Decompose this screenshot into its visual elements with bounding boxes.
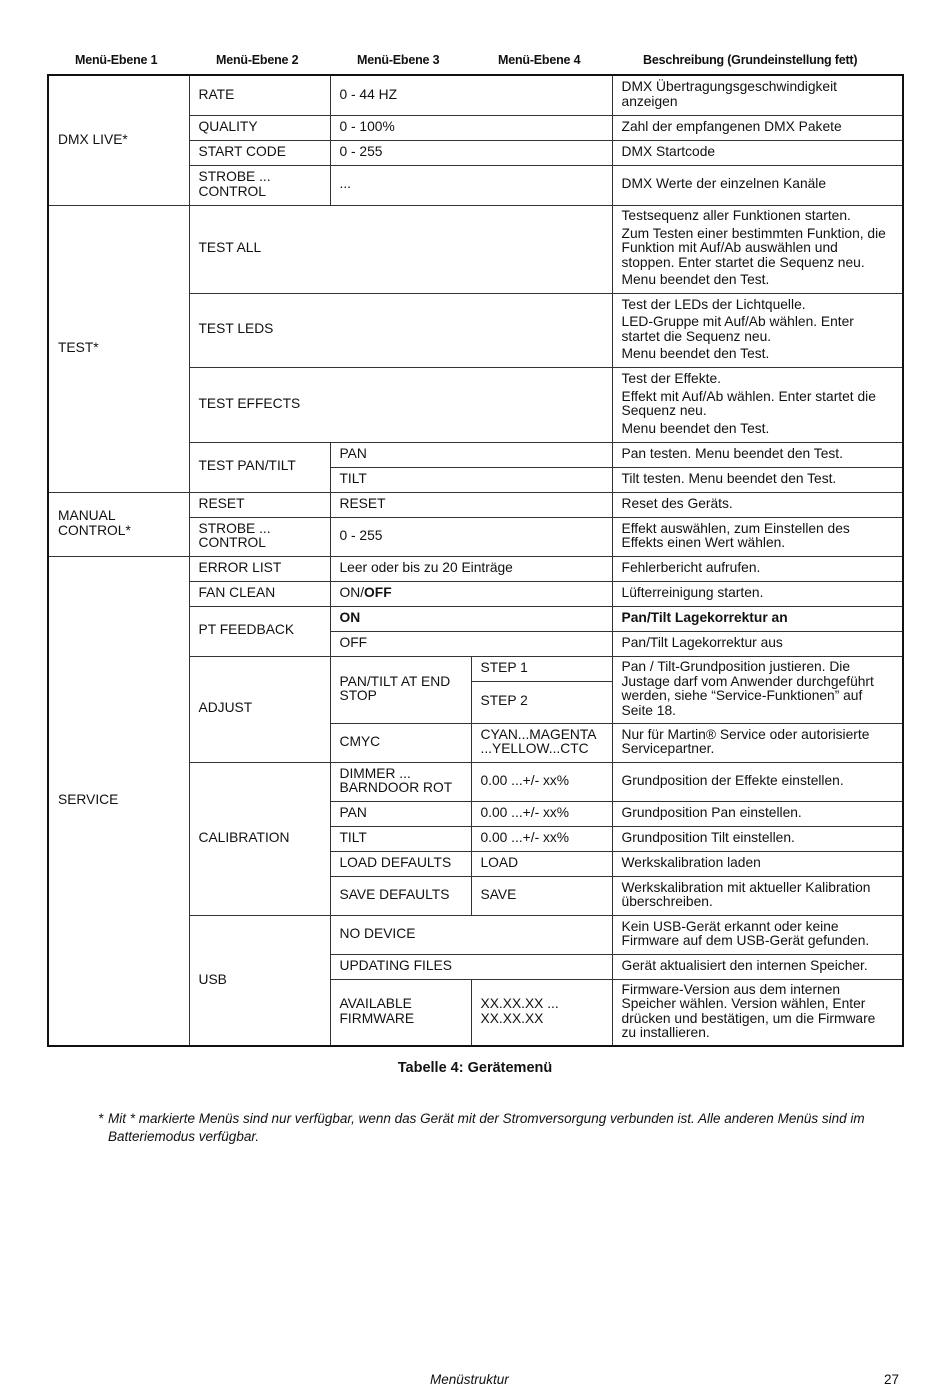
rate-description: DMX Übertragungsgeschwindigkeit anzeigen [612,75,903,115]
menu-table [47,74,904,1047]
description-line: Test der Effekte. [621,371,721,386]
column-header-level3: Menü-Ebene 3 [357,53,440,67]
start-code-description: DMX Startcode [612,140,903,165]
menu-test-effects: TEST EFFECTS [189,367,612,442]
table-row [48,205,903,293]
description-line: Testsequenz aller Funktionen starten. [621,208,851,224]
description-line: LED-Gruppe mit Auf/Ab wählen. Enter startet die Sequenz neu. [621,314,854,344]
menu-start-code: START CODE [189,140,330,165]
pt-feedback-off: OFF [330,631,612,656]
quality-value: 0 - 100% [330,115,612,140]
reset-description: Reset des Geräts. [612,492,903,517]
page-number: 27 [884,1372,900,1387]
rate-value: 0 - 44 HZ [330,75,612,115]
column-header-level1: Menü-Ebene 1 [75,53,158,67]
description-line: Menu beendet den Test. [621,346,770,361]
menu-calibration-pan: PAN [330,801,471,826]
menu-adjust: ADJUST [189,656,330,762]
footer-section: Menüstruktur [430,1372,509,1387]
menu-pt-feedback: PT FEEDBACK [189,606,330,656]
fan-clean-value [330,581,612,606]
strobe-value: ... [330,165,612,205]
menu-rate: RATE [189,75,330,115]
cmyc-value: CYAN...MAGENTA ...YELLOW...CTC [471,723,612,762]
available-firmware-value: XX.XX.XX ... XX.XX.XX [471,979,612,1046]
test-effects-description [612,367,903,442]
menu-save-defaults: SAVE DEFAULTS [330,876,471,915]
pt-feedback-on-description: Pan/Tilt Lagekorrektur an [612,606,903,631]
menu-test-tilt: TILT [330,467,612,492]
menu-reset: RESET [189,492,330,517]
reset-value: RESET [330,492,612,517]
table-row [48,556,903,581]
table-row [48,75,903,115]
menu-load-defaults: LOAD DEFAULTS [330,851,471,876]
menu-available-firmware: AVAILABLE FIRMWARE [330,979,471,1046]
menu-cmyc: CMYC [330,723,471,762]
menu-calibration: CALIBRATION [189,762,330,915]
save-description: Werkskalibration mit aktueller Kalibration überschreiben. [612,876,903,915]
menu-calibration-tilt: TILT [330,826,471,851]
quality-description: Zahl der empfangenen DMX Pakete [612,115,903,140]
footnote-marker: * [98,1111,104,1126]
menu-usb: USB [189,915,330,1046]
available-firmware-description: Firmware-Version aus dem internen Speicher wählen. Version wählen, Enter drücken und bestätigen, um die Firmware zu installieren. [612,979,903,1046]
footnote [98,1110,908,1146]
error-list-value: Leer oder bis zu 20 Einträge [330,556,612,581]
menu-dimmer-barndoor-rot: DIMMER ... BARNDOOR ROT [330,762,471,801]
menu-manual-strobe-control: STROBE ... CONTROL [189,517,330,556]
fan-clean-value-on: ON/ [339,584,365,600]
menu-service: SERVICE [48,556,189,1046]
menu-test-leds: TEST LEDS [189,293,612,367]
dimmer-value: 0.00 ...+/- xx% [471,762,612,801]
test-pan-description: Pan testen. Menu beendet den Test. [612,442,903,467]
menu-no-device: NO DEVICE [330,915,612,954]
fan-clean-value-off-default: OFF [364,584,392,600]
menu-test-all: TEST ALL [189,205,612,293]
column-header-description: Beschreibung (Grundeinstellung fett) [643,53,858,67]
calibration-tilt-description: Grundposition Tilt einstellen. [612,826,903,851]
menu-pan-tilt-end-stop: PAN/TILT AT END STOP [330,656,471,723]
no-device-description: Kein USB-Gerät erkannt oder keine Firmware auf dem USB-Gerät gefunden. [612,915,903,954]
menu-manual-control: MANUAL CONTROL* [48,492,189,556]
test-tilt-description: Tilt testen. Menu beendet den Test. [612,467,903,492]
calibration-pan-description: Grundposition Pan einstellen. [612,801,903,826]
footnote-text: Mit * markierte Menüs sind nur verfügbar, wenn das Gerät mit der Stromversorgung verbunden ist. Alle anderen Menüs sind im Batteriemodus verfügbar. [108,1111,865,1144]
manual-strobe-description: Effekt auswählen, zum Einstellen des Effekts einen Wert wählen. [612,517,903,556]
fan-clean-description: Lüfterreinigung starten. [612,581,903,606]
save-value: SAVE [471,876,612,915]
menu-step-1: STEP 1 [471,656,612,681]
pt-feedback-on: ON [330,606,612,631]
error-list-description: Fehlerbericht aufrufen. [612,556,903,581]
menu-fan-clean: FAN CLEAN [189,581,330,606]
column-header-level2: Menü-Ebene 2 [216,53,299,67]
description-line: Zum Testen einer bestimmten Funktion, die Funktion mit Auf/Ab auswählen und stoppen. Enter startet die Sequenz neu. [621,225,886,270]
menu-test-pan-tilt: TEST PAN/TILT [189,442,330,492]
updating-description: Gerät aktualisiert den internen Speicher. [612,954,903,979]
strobe-description: DMX Werte der einzelnen Kanäle [612,165,903,205]
test-all-description [612,205,903,293]
menu-step-2: STEP 2 [471,681,612,723]
test-leds-description [612,293,903,367]
table-row [48,492,903,517]
description-line: Test der LEDs der Lichtquelle. [621,296,806,312]
menu-dmx-live: DMX LIVE* [48,75,189,205]
menu-test-pan: PAN [330,442,612,467]
column-header-level4: Menü-Ebene 4 [498,53,581,67]
menu-error-list: ERROR LIST [189,556,330,581]
description-line: Menu beendet den Test. [621,272,770,288]
description-line: Effekt mit Auf/Ab wählen. Enter startet die Sequenz neu. [621,388,876,418]
menu-quality: QUALITY [189,115,330,140]
pt-feedback-off-description: Pan/Tilt Lagekorrektur aus [612,631,903,656]
menu-test: TEST* [48,205,189,492]
menu-updating-files: UPDATING FILES [330,954,612,979]
description-line: Menu beendet den Test. [621,420,770,436]
dimmer-description: Grundposition der Effekte einstellen. [612,762,903,801]
table-caption: Tabelle 4: Gerätemenü [397,1060,553,1076]
calibration-pan-value: 0.00 ...+/- xx% [471,801,612,826]
load-value: LOAD [471,851,612,876]
step-description: Pan / Tilt-Grundposition justieren. Die Justage darf vom Anwender durchgeführt werden, siehe “Service-Funktionen” auf Seite 18. [612,656,903,723]
cmyc-description: Nur für Martin® Service oder autorisierte Servicepartner. [612,723,903,762]
manual-strobe-value: 0 - 255 [330,517,612,556]
load-description: Werkskalibration laden [612,851,903,876]
start-code-value: 0 - 255 [330,140,612,165]
calibration-tilt-value: 0.00 ...+/- xx% [471,826,612,851]
menu-strobe-control: STROBE ... CONTROL [189,165,330,205]
